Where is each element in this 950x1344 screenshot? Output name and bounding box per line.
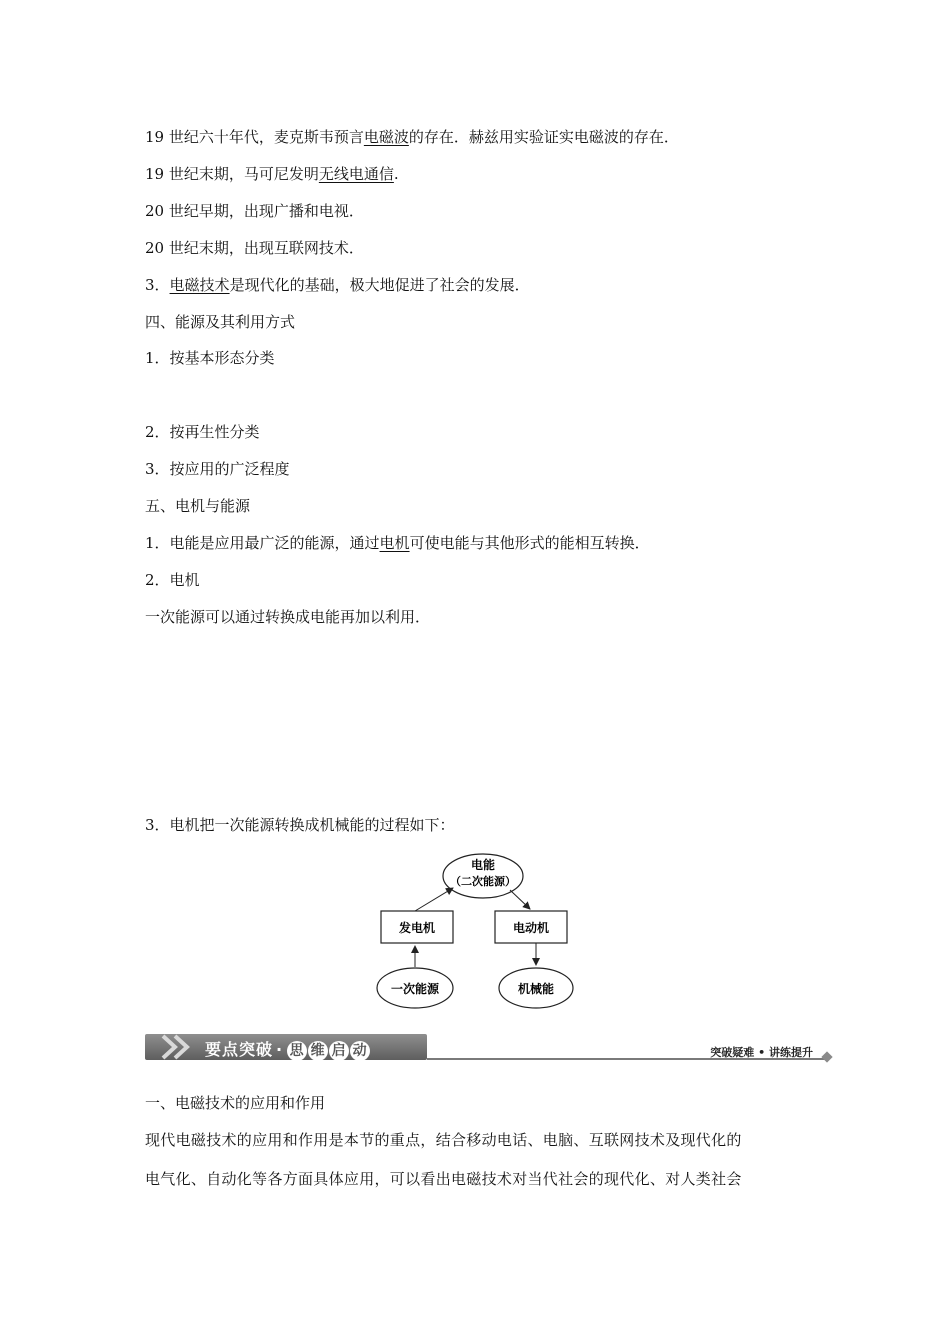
text: 3． (145, 276, 170, 294)
banner-title (205, 1037, 370, 1061)
section-5-heading: 五、电机与能源 (145, 497, 251, 515)
arrow-electric-to-motor (510, 890, 530, 909)
banner-pill: 启 (329, 1041, 349, 1061)
mechanical-energy-label: 机械能 (517, 982, 555, 996)
motor-label: 电动机 (512, 921, 550, 935)
diamond-icon (821, 1051, 832, 1062)
motor-point-3: 3．电机把一次能源转换成机械能的过程如下： (145, 816, 455, 834)
section-4-heading: 四、能源及其利用方式 (145, 313, 296, 331)
text: 19 世纪六十年代，麦克斯韦预言 (145, 128, 364, 146)
history-line-4: 20 世纪末期，出现互联网技术． (145, 239, 364, 257)
history-line-3: 20 世纪早期，出现广播和电视． (145, 202, 364, 220)
item-1-line: 1．按基本形态分类 (145, 349, 275, 367)
generator-label: 发电机 (398, 921, 436, 935)
double-chevron-icon (153, 1034, 203, 1060)
text: 可使电能与其他形式的能相互转换． (409, 534, 650, 552)
paragraph-line-2: 电气化、自动化等各方面具体应用，可以看出电磁技术对当代社会的现代化、对人类社会 (145, 1170, 742, 1188)
electric-energy-label: 电能 (470, 858, 496, 872)
underlined-term: 电磁波 (363, 128, 409, 146)
banner-pill: 动 (350, 1041, 370, 1061)
section-heading: 一、电磁技术的应用和作用 (145, 1094, 326, 1112)
item-2-line: 2．按再生性分类 (145, 423, 260, 441)
banner-pill: 维 (308, 1041, 328, 1061)
banner-background (145, 1034, 427, 1060)
banner-dot: · (276, 1040, 284, 1059)
section-banner (145, 1034, 835, 1064)
item-3-line: 3．按应用的广泛程度 (145, 460, 290, 478)
banner-pill: 思 (287, 1041, 307, 1061)
text: 的存在．赫兹用实验证实电磁波的存在． (408, 128, 679, 146)
text: 是现代化的基础，极大地促进了社会的发展． (229, 276, 530, 294)
motor-point-1 (145, 533, 650, 553)
underlined-term: 电磁技术 (169, 276, 230, 294)
text: 19 世纪末期，马可尼发明 (145, 165, 319, 183)
secondary-energy-label: （二次能源） (450, 875, 516, 888)
history-line-1 (145, 127, 679, 147)
text: 1．电能是应用最广泛的能源，通过 (145, 534, 380, 552)
motor-note: 一次能源可以通过转换成电能再加以利用． (145, 608, 431, 626)
banner-title-main: 要点突破 (205, 1040, 274, 1059)
primary-energy-label: 一次能源 (390, 982, 440, 996)
arrow-generator-to-electric (415, 888, 453, 911)
history-line-2 (145, 164, 399, 184)
motor-point-2: 2．电机 (145, 571, 200, 589)
paragraph-line-1: 现代电磁技术的应用和作用是本节的重点，结合移动电话、电脑、互联网技术及现代化的 (145, 1131, 742, 1149)
underlined-term: 电机 (379, 534, 410, 552)
underlined-term: 无线电通信 (318, 165, 394, 183)
energy-flow-diagram (370, 850, 590, 1012)
banner-right-text: 突破疑难 • 讲练提升 (710, 1046, 813, 1059)
point-3-line (145, 275, 530, 295)
text: . (393, 165, 399, 183)
